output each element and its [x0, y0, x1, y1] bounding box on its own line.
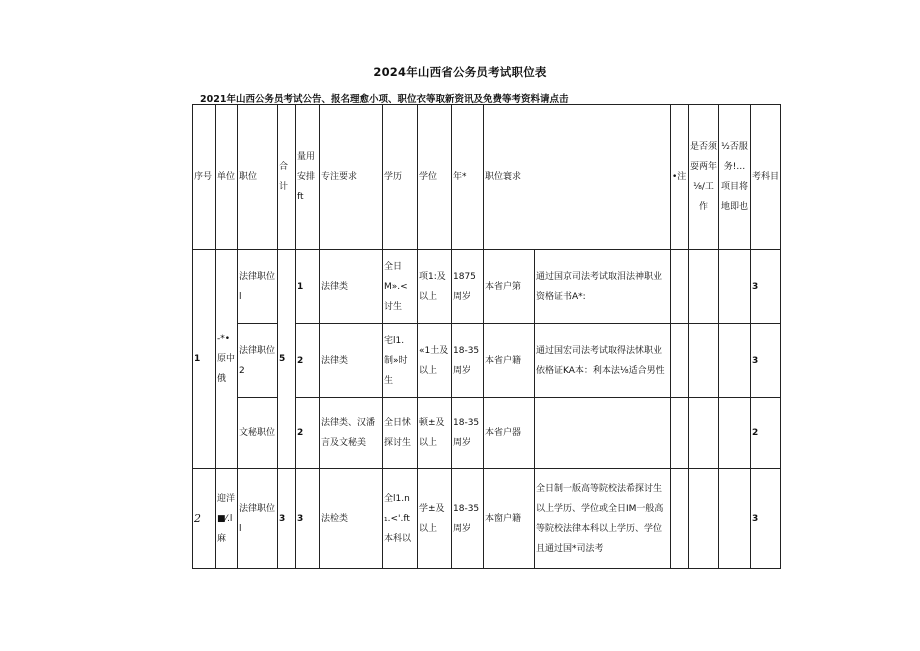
position-cell: 文秘职位 — [238, 398, 278, 469]
exam-cell: 3 — [751, 250, 781, 324]
position-cell: 法律职位l — [238, 250, 278, 324]
grassroots-cell — [689, 250, 719, 324]
exam-cell: 3 — [751, 469, 781, 569]
degree-cell: «1土及以上 — [418, 324, 452, 398]
unit-cell: -*•原中俄 — [216, 250, 238, 469]
seq-cell: 1 — [193, 250, 216, 469]
header-requirements: 职位寰求 — [484, 105, 671, 250]
major-cell: 法律类、汉潘言及文秘美 — [320, 398, 383, 469]
header-note: •注 — [671, 105, 689, 250]
education-cell: 全l1.n₁.<'.ft本科以 — [383, 469, 418, 569]
service-cell — [719, 250, 751, 324]
position-cell: 法律职位2 — [238, 324, 278, 398]
note-cell — [671, 398, 689, 469]
exam-cell: 3 — [751, 324, 781, 398]
household-cell: 本省户籍 — [484, 324, 535, 398]
plan-cell: 2 — [296, 324, 320, 398]
positions-table — [192, 104, 781, 569]
header-major: 专注要求 — [320, 105, 383, 250]
major-cell: 法律类 — [320, 250, 383, 324]
unit-cell: 迎洋■⁄.l麻 — [216, 469, 238, 569]
header-grassroots: 是否须耍两年⅛/工作 — [689, 105, 719, 250]
education-cell: 全日M».<讨生 — [383, 250, 418, 324]
total-cell: 5 — [278, 250, 296, 469]
plan-cell: 2 — [296, 398, 320, 469]
header-row — [193, 105, 781, 250]
degree-cell: 学±及以上 — [418, 469, 452, 569]
header-seq: 序号 — [193, 105, 216, 250]
document-title: 2024年山西省公务员考试职位表 — [373, 65, 547, 79]
header-position: 职位 — [238, 105, 278, 250]
header-exam: 考科目 — [751, 105, 781, 250]
household-cell: 本省户器 — [484, 398, 535, 469]
table-row — [193, 469, 781, 569]
header-unit: 单位 — [216, 105, 238, 250]
major-cell: 法检类 — [320, 469, 383, 569]
plan-cell: 1 — [296, 250, 320, 324]
header-plan: 量用安排ft — [296, 105, 320, 250]
age-cell: 18-35周岁 — [452, 469, 484, 569]
education-cell: 全日怵探讨生 — [383, 398, 418, 469]
service-cell — [719, 324, 751, 398]
total-cell: 3 — [278, 469, 296, 569]
age-cell: 18-35周岁 — [452, 324, 484, 398]
note-cell — [671, 469, 689, 569]
major-cell: 法律类 — [320, 324, 383, 398]
document-subtitle-link[interactable]: 2021年山西公务员考试公告、报名理愈小项、职位衣等取新资讯及免费等考资料请点击 — [200, 94, 569, 105]
requirements-cell — [535, 398, 671, 469]
seq-cell: 2 — [193, 469, 216, 569]
age-cell: 18-35周岁 — [452, 398, 484, 469]
household-cell: 本省户第 — [484, 250, 535, 324]
requirements-cell: 通过国京司法考试取泪法神职业资格证书A*: — [535, 250, 671, 324]
requirements-cell: 通过国宏司法考试取得法怵职业依格证KA本：利本法⅛适合男性 — [535, 324, 671, 398]
note-cell — [671, 250, 689, 324]
header-age: 年* — [452, 105, 484, 250]
plan-cell: 3 — [296, 469, 320, 569]
note-cell — [671, 324, 689, 398]
table-row — [193, 250, 781, 324]
exam-cell: 2 — [751, 398, 781, 469]
service-cell — [719, 398, 751, 469]
header-total: 合计 — [278, 105, 296, 250]
header-education: 学历 — [383, 105, 418, 250]
header-degree: 学位 — [418, 105, 452, 250]
header-service: ½否服务!…项目将地即也 — [719, 105, 751, 250]
age-cell: 1875周岁 — [452, 250, 484, 324]
grassroots-cell — [689, 324, 719, 398]
degree-cell: 项1:及以上 — [418, 250, 452, 324]
grassroots-cell — [689, 469, 719, 569]
service-cell — [719, 469, 751, 569]
requirements-cell: 全日制一版高等院校法希探讨生以上学历、学位或全日IM一般高等院校法律本科以上学历、学位且通过国*司法考 — [535, 469, 671, 569]
position-cell: 法律职位l — [238, 469, 278, 569]
degree-cell: 顿±及以上 — [418, 398, 452, 469]
education-cell: 宅l1.制»时生 — [383, 324, 418, 398]
grassroots-cell — [689, 398, 719, 469]
household-cell: 本窗户籍 — [484, 469, 535, 569]
